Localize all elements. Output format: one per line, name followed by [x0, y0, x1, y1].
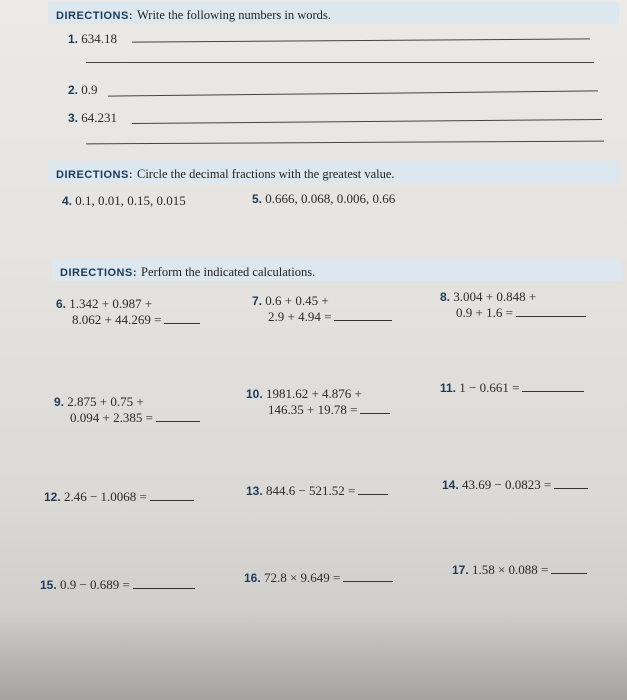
- problem-number: 1.: [68, 32, 79, 46]
- expression-line-2: 2.9 + 4.94 =: [268, 309, 332, 324]
- directions-band-words: [48, 2, 619, 24]
- expression-line-1: 2.46 − 1.0068 =: [63, 489, 147, 504]
- expression-line-2: 146.35 + 19.78 =: [268, 402, 358, 417]
- answer-blank[interactable]: [522, 391, 584, 392]
- problem-number: 12.: [44, 490, 61, 504]
- directions-label: DIRECTIONS:: [56, 10, 133, 22]
- answer-blank[interactable]: [150, 500, 194, 501]
- page-shadow: [0, 610, 627, 700]
- directions-label: DIRECTIONS:: [56, 169, 133, 181]
- expression-line-1: 1981.62 + 4.876 +: [265, 386, 362, 401]
- problem-number: 5.: [252, 192, 263, 206]
- directions-text: Circle the decimal fractions with the greatest value.: [137, 167, 395, 181]
- expression-line-1: 2.875 + 0.75 +: [67, 394, 144, 409]
- answer-blank[interactable]: [133, 588, 195, 589]
- problem-12: [44, 489, 194, 505]
- answer-line[interactable]: [132, 38, 590, 42]
- problem-number: 10.: [246, 387, 263, 401]
- problem-4: [62, 193, 186, 209]
- problem-2: [68, 82, 98, 98]
- problem-number: 14.: [442, 478, 459, 492]
- problem-17: [452, 562, 587, 578]
- problem-value[interactable]: 0.1, 0.01, 0.15, 0.015: [75, 193, 186, 208]
- answer-blank[interactable]: [358, 494, 388, 495]
- expression-line-1: 3.004 + 0.848 +: [453, 289, 537, 304]
- answer-blank[interactable]: [516, 316, 586, 317]
- problem-value: 634.18: [81, 31, 118, 46]
- answer-blank[interactable]: [156, 421, 200, 422]
- problem-number: 8.: [440, 290, 451, 304]
- problem-number: 2.: [68, 83, 79, 97]
- problem-13: [246, 483, 388, 499]
- problem-number: 11.: [440, 381, 457, 395]
- problem-9: [54, 394, 200, 425]
- expression-line-1: 1.58 × 0.088 =: [471, 562, 549, 577]
- directions-label: DIRECTIONS:: [60, 267, 137, 279]
- problem-1: [68, 31, 117, 47]
- directions-band-circle: [48, 161, 619, 183]
- directions-text: Perform the indicated calculations.: [141, 265, 316, 279]
- problem-10: [246, 386, 390, 417]
- expression-line-2: 0.9 + 1.6 =: [456, 305, 513, 320]
- directions-band-calc: [52, 259, 621, 281]
- expression-line-2: 0.094 + 2.385 =: [70, 410, 153, 425]
- problem-15: [40, 577, 195, 593]
- answer-blank[interactable]: [360, 413, 390, 414]
- expression-line-1: 1 − 0.661 =: [459, 380, 520, 395]
- problem-number: 16.: [244, 571, 261, 585]
- expression-line-1: 1.342 + 0.987 +: [69, 296, 153, 311]
- problem-number: 13.: [246, 484, 263, 498]
- problem-value: 64.231: [81, 110, 118, 125]
- problem-14: [442, 477, 588, 493]
- expression-line-1: 43.69 − 0.0823 =: [461, 477, 552, 492]
- answer-blank[interactable]: [551, 573, 587, 574]
- expression-line-2: 8.062 + 44.269 =: [72, 312, 162, 327]
- expression-line-1: 0.6 + 0.45 +: [265, 293, 329, 308]
- answer-blank[interactable]: [554, 488, 588, 489]
- problem-11: [440, 380, 584, 396]
- problem-8: [440, 289, 586, 320]
- problem-7: [252, 293, 392, 324]
- answer-blank[interactable]: [164, 323, 200, 324]
- directions-text: Write the following numbers in words.: [137, 8, 331, 22]
- expression-line-1: 844.6 − 521.52 =: [265, 483, 356, 498]
- answer-blank[interactable]: [334, 320, 392, 321]
- problem-value: 0.9: [81, 82, 98, 97]
- answer-line[interactable]: [108, 90, 598, 96]
- expression-line-1: 72.8 × 9.649 =: [263, 570, 341, 585]
- problem-number: 3.: [68, 111, 79, 125]
- problem-5: [252, 191, 395, 207]
- answer-line[interactable]: [132, 119, 602, 124]
- problem-16: [244, 570, 393, 586]
- problem-number: 15.: [40, 578, 57, 592]
- answer-line[interactable]: [86, 141, 604, 145]
- problem-6: [56, 296, 200, 327]
- problem-value[interactable]: 0.666, 0.068, 0.006, 0.66: [265, 191, 396, 206]
- expression-line-1: 0.9 − 0.689 =: [59, 577, 130, 592]
- answer-blank[interactable]: [343, 581, 393, 582]
- problem-3: [68, 110, 117, 126]
- answer-line[interactable]: [86, 62, 594, 63]
- problem-number: 6.: [56, 297, 67, 311]
- problem-number: 9.: [54, 395, 65, 409]
- problem-number: 4.: [62, 194, 73, 208]
- problem-number: 17.: [452, 563, 469, 577]
- problem-number: 7.: [252, 294, 263, 308]
